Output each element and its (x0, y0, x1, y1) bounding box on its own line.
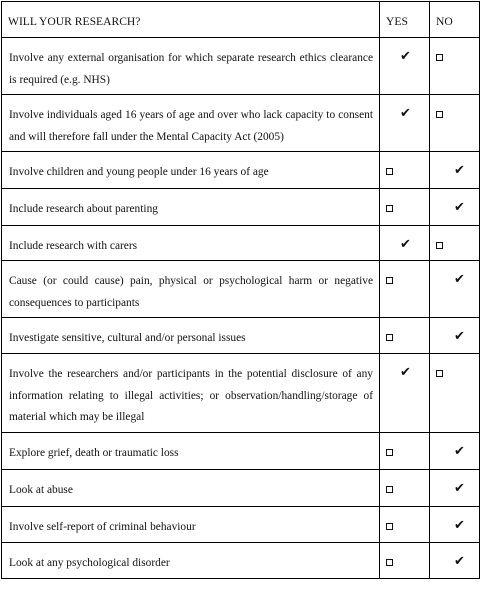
question-text: Involve self-report of criminal behaviour (2, 507, 380, 543)
question-text: Involve the researchers and/or participants in the potential disclosure of any information relating to illegal activities; or observation/handling/storage of material which may be illegal (2, 354, 380, 433)
yes-cell (380, 261, 430, 318)
checkmark-icon: ✔ (400, 237, 411, 252)
no-column-header: NO (430, 2, 480, 38)
checkmark-icon: ✔ (400, 106, 411, 121)
yes-cell (380, 354, 430, 433)
yes-cell (380, 38, 430, 95)
yes-cell (380, 543, 430, 579)
table-row (2, 226, 480, 261)
no-cell (430, 470, 480, 507)
empty-checkbox-icon (386, 449, 393, 456)
checkmark-icon: ✔ (454, 444, 465, 459)
table-row (2, 189, 480, 226)
empty-checkbox-icon (386, 168, 393, 175)
question-text: Explore grief, death or traumatic loss (2, 433, 380, 470)
table-row (2, 318, 480, 354)
table-row (2, 433, 480, 470)
no-cell (430, 354, 480, 433)
table-row (2, 470, 480, 507)
table-row (2, 38, 480, 95)
question-text: Investigate sensitive, cultural and/or personal issues (2, 318, 380, 354)
empty-checkbox-icon (386, 277, 393, 284)
yes-cell (380, 470, 430, 507)
table-row (2, 95, 480, 152)
yes-cell (380, 507, 430, 543)
table-row (2, 507, 480, 543)
checkmark-icon: ✔ (454, 329, 465, 344)
checkmark-icon: ✔ (400, 49, 411, 64)
question-text: Cause (or could cause) pain, physical or psychological harm or negative consequences to participants (2, 261, 380, 318)
question-text: Include research with carers (2, 226, 380, 261)
no-cell (430, 189, 480, 226)
empty-checkbox-icon (386, 559, 393, 566)
empty-checkbox-icon (386, 523, 393, 530)
table-row (2, 354, 480, 433)
question-text: Look at any psychological disorder (2, 543, 380, 579)
table-row (2, 261, 480, 318)
question-column-header: WILL YOUR RESEARCH? (2, 2, 380, 38)
header-row (2, 2, 480, 38)
yes-cell (380, 226, 430, 261)
no-cell (430, 38, 480, 95)
no-cell (430, 318, 480, 354)
question-text: Involve individuals aged 16 years of age and over who lack capacity to consent and will therefore fall under the Mental Capacity Act (2005) (2, 95, 380, 152)
checkmark-icon: ✔ (454, 518, 465, 533)
empty-checkbox-icon (386, 205, 393, 212)
empty-checkbox-icon (436, 242, 443, 249)
no-cell (430, 543, 480, 579)
question-rows (2, 38, 480, 579)
checkmark-icon: ✔ (400, 365, 411, 380)
empty-checkbox-icon (386, 486, 393, 493)
ethics-checklist-table (1, 1, 480, 579)
yes-cell (380, 95, 430, 152)
checkmark-icon: ✔ (454, 163, 465, 178)
yes-cell (380, 433, 430, 470)
no-cell (430, 433, 480, 470)
checkmark-icon: ✔ (454, 554, 465, 569)
no-cell (430, 261, 480, 318)
empty-checkbox-icon (386, 334, 393, 341)
question-text: Look at abuse (2, 470, 380, 507)
yes-cell (380, 318, 430, 354)
checkmark-icon: ✔ (454, 272, 465, 287)
no-cell (430, 95, 480, 152)
question-text: Involve any external organisation for which separate research ethics clearance is required (e.g. NHS) (2, 38, 380, 95)
no-cell (430, 152, 480, 189)
question-text: Involve children and young people under 16 years of age (2, 152, 380, 189)
no-cell (430, 226, 480, 261)
checkmark-icon: ✔ (454, 481, 465, 496)
no-cell (430, 507, 480, 543)
table-row (2, 152, 480, 189)
empty-checkbox-icon (436, 111, 443, 118)
table-row (2, 543, 480, 579)
yes-column-header: YES (380, 2, 430, 38)
checkmark-icon: ✔ (454, 200, 465, 215)
yes-cell (380, 189, 430, 226)
empty-checkbox-icon (436, 370, 443, 377)
empty-checkbox-icon (436, 54, 443, 61)
question-text: Include research about parenting (2, 189, 380, 226)
yes-cell (380, 152, 430, 189)
